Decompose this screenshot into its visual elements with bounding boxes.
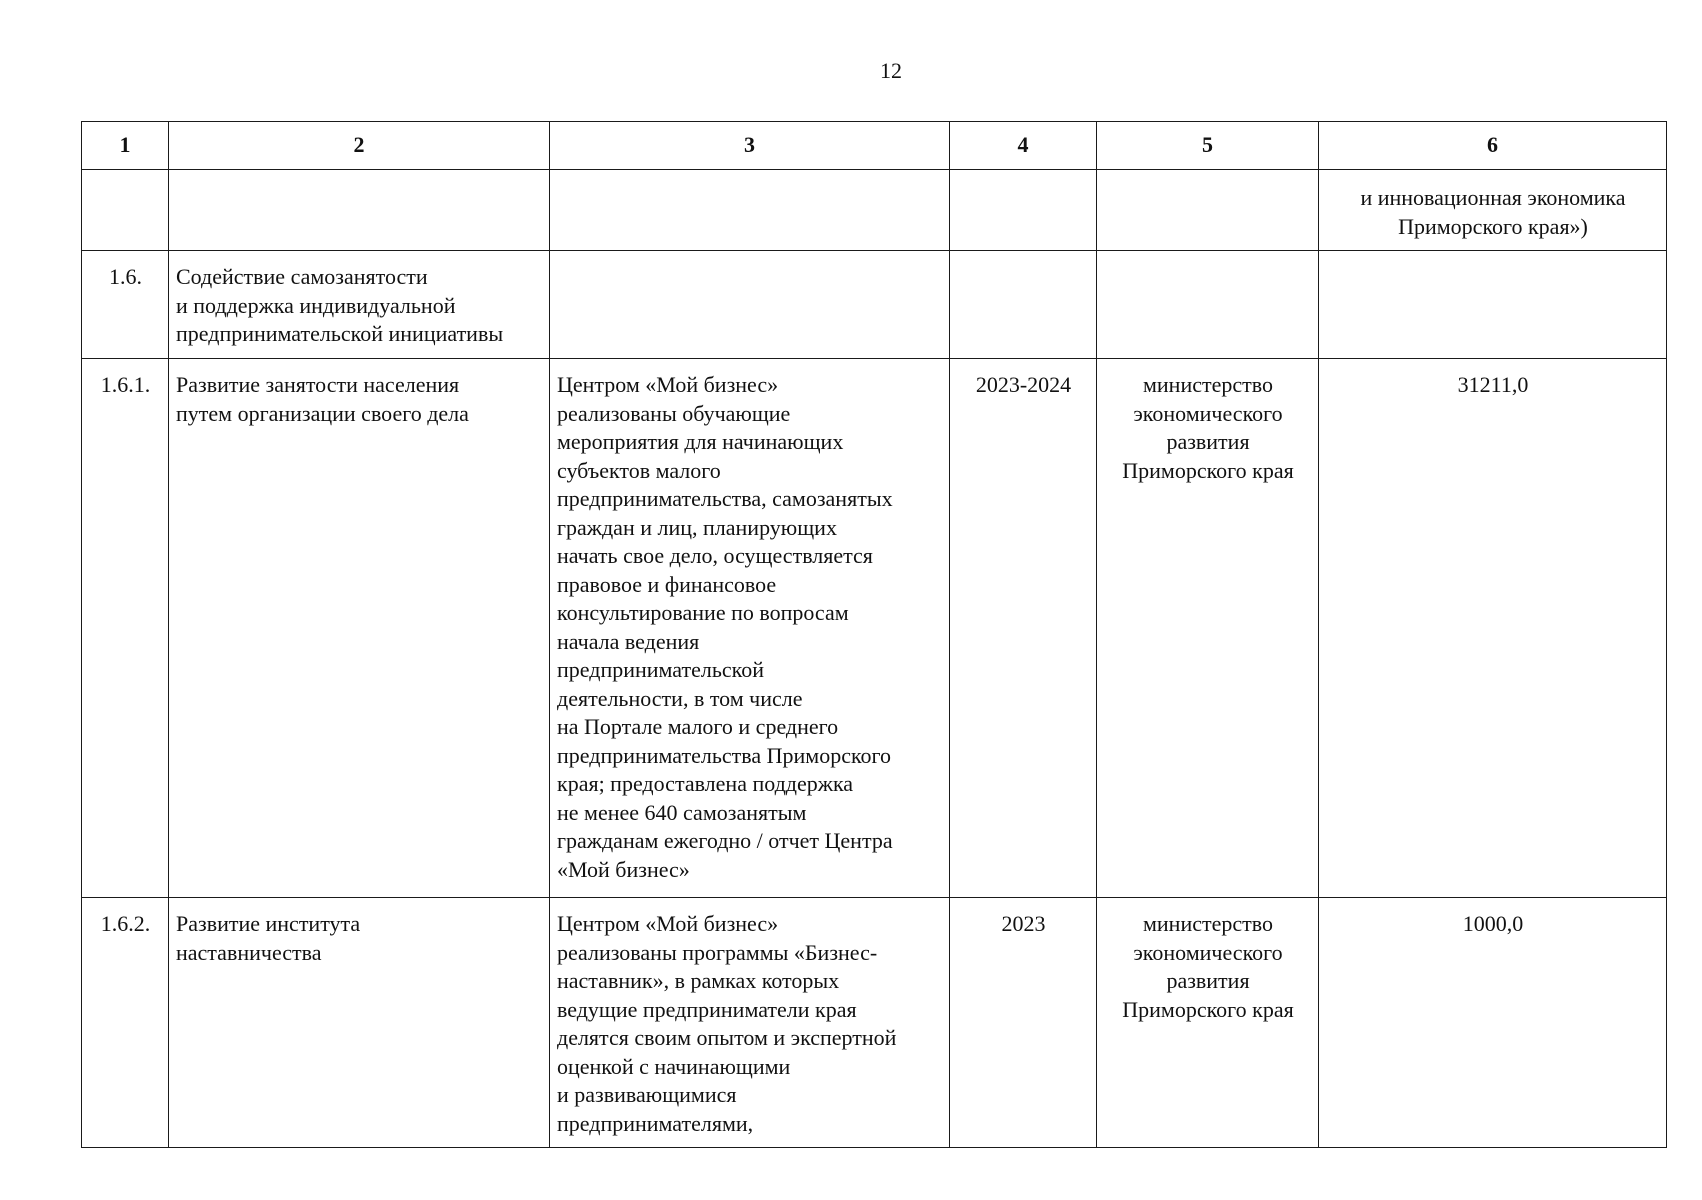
table-row-continuation [82,170,1667,251]
cell-number: 1.6. [82,251,169,359]
table-header-row [82,122,1667,170]
cell-number [82,170,169,251]
column-header-6: 6 [1319,122,1667,170]
cell-period: 2023-2024 [950,359,1097,898]
table-row-section-1-6 [82,251,1667,359]
cell-number: 1.6.2. [82,898,169,1148]
cell-funding [1319,251,1667,359]
column-header-4: 4 [950,122,1097,170]
column-header-5: 5 [1097,122,1319,170]
page-number: 12 [880,58,902,83]
measures-table [81,121,1667,1148]
cell-period [950,251,1097,359]
table-row-1-6-1 [82,359,1667,898]
cell-responsible [1097,170,1319,251]
cell-responsible: министерство экономического развития Приморского края [1097,359,1319,898]
cell-result: Центром «Мой бизнес» реализованы программы «Бизнес- наставник», в рамках которых ведущие предприниматели края делятся своим опытом и экспертной оценкой с начинающими и развивающимися предпринимателями, [550,898,950,1148]
cell-name: Содействие самозанятости и поддержка индивидуальной предпринимательской инициативы [169,251,550,359]
cell-period [950,170,1097,251]
column-header-3: 3 [550,122,950,170]
column-header-1: 1 [82,122,169,170]
cell-name: Развитие института наставничества [169,898,550,1148]
cell-result [550,170,950,251]
cell-result [550,251,950,359]
table-row-1-6-2 [82,898,1667,1148]
cell-period: 2023 [950,898,1097,1148]
cell-responsible: министерство экономического развития Приморского края [1097,898,1319,1148]
cell-result: Центром «Мой бизнес» реализованы обучающие мероприятия для начинающих субъектов малого предпринимательства, самозанятых граждан и лиц, планирующих начать свое дело, осуществляется правовое и финансовое консультирование по вопросам начала ведения предпринимательской деятельности, в том числе на Портале малого и среднего предпринимательства Приморского края; предоставлена поддержка не менее 640 самозанятым гражданам ежегодно / отчет Центра «Мой бизнес» [550,359,950,898]
cell-name [169,170,550,251]
column-header-2: 2 [169,122,550,170]
cell-funding: 31211,0 [1319,359,1667,898]
cell-funding: и инновационная экономика Приморского края») [1319,170,1667,251]
cell-name: Развитие занятости населения путем организации своего дела [169,359,550,898]
cell-number: 1.6.1. [82,359,169,898]
cell-funding: 1000,0 [1319,898,1667,1148]
cell-responsible [1097,251,1319,359]
